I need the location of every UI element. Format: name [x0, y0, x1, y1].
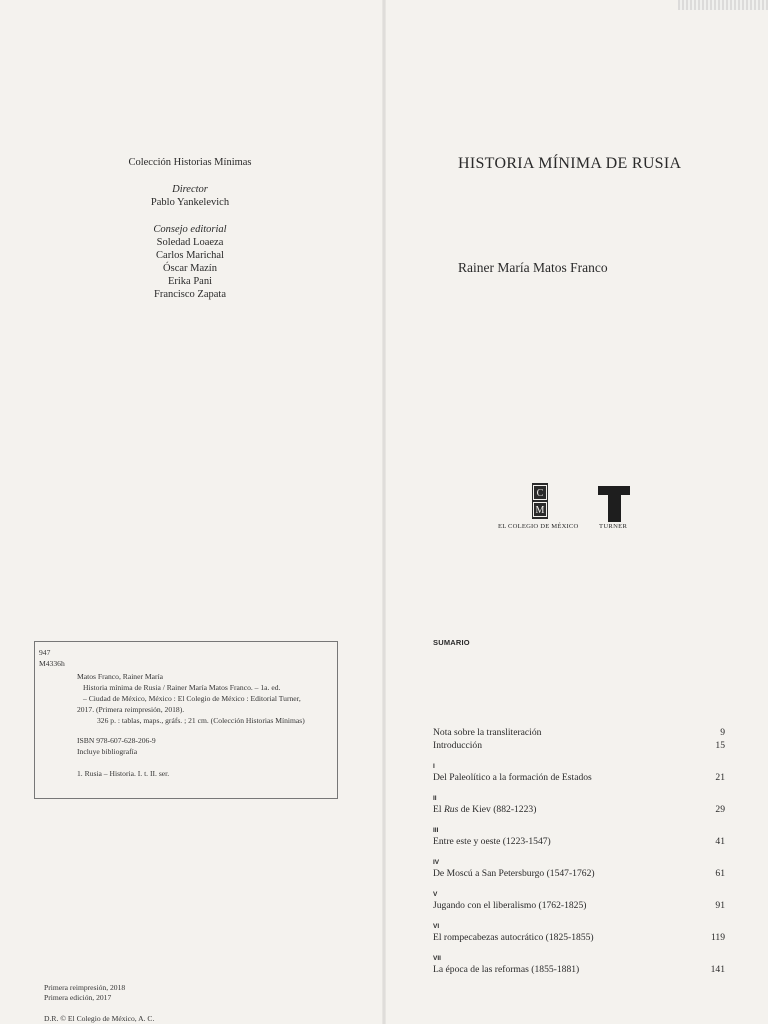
series-name: Colección Historias Mínimas [128, 157, 252, 168]
toc-chapter [433, 794, 725, 817]
catalog-card [34, 641, 338, 799]
author-entry: Matos Franco, Rainer María [77, 672, 164, 681]
chapter-numeral: IV [433, 859, 440, 866]
director-name: Pablo Yankelevich [150, 197, 230, 208]
toc-entry [433, 727, 725, 740]
toc-entry [433, 740, 725, 753]
toc-entry [433, 804, 725, 817]
chapter-numeral: VI [433, 923, 440, 930]
chapter-numeral: V [433, 891, 438, 898]
toc-page-number: 15 [715, 740, 725, 751]
toc-entry [433, 964, 725, 977]
toc-entry-title: De Moscú a San Petersburgo (1547-1762) [433, 868, 595, 879]
board-member: Carlos Marichal [156, 250, 224, 261]
imprint-line: – Ciudad de México, México : El Colegio de México : Editorial Turner, [83, 694, 301, 703]
toc-entry [433, 868, 725, 881]
chapter-numeral: VII [433, 955, 441, 962]
colmex-logo [532, 483, 548, 519]
series-credits [100, 156, 280, 301]
board-member: Erika Pani [167, 276, 213, 287]
contents-heading: SUMARIO [433, 638, 470, 647]
toc-entry [433, 900, 725, 913]
chapter-numeral: I [433, 763, 435, 770]
board-label: Consejo editorial [153, 224, 227, 235]
publisher-colmex: EL COLEGIO DE MÉXICO [498, 523, 579, 530]
description-line: 326 p. : tablas, maps., gráfs. ; 21 cm. (Colección Historias Mínimas) [97, 716, 305, 725]
logo-letter-c: C [533, 485, 547, 500]
toc-entry-title: Del Paleolítico a la formación de Estados [433, 772, 592, 783]
toc-entry-title: La época de las reformas (1855-1881) [433, 964, 580, 975]
toc-page-number: 119 [710, 932, 725, 943]
title-line: Historia mínima de Rusia / Rainer María Matos Franco. – 1a. ed. [83, 683, 281, 692]
chapter-numeral: III [433, 827, 439, 834]
toc-chapter [433, 826, 725, 849]
copyright-line [44, 1014, 154, 1023]
cutter-number: M4336h [39, 659, 65, 668]
copyright-prefix: D.R. © [44, 1014, 67, 1023]
board-member: Francisco Zapata [153, 289, 226, 300]
board-member: Óscar Mazín [163, 263, 217, 274]
turner-logo-stem [608, 494, 621, 522]
toc-page-number: 29 [715, 804, 725, 815]
toc-chapter [433, 762, 725, 785]
logo-letter-m: M [533, 502, 547, 517]
table-of-contents [433, 727, 725, 977]
copyright-holder: El Colegio de México, A. C. [67, 1014, 155, 1023]
subjects: 1. Rusia – Historia. I. t. II. ser. [77, 769, 170, 778]
date-line: 2017. (Primera reimpresión, 2018). [77, 705, 185, 714]
book-author: Rainer María Matos Franco [458, 260, 608, 275]
toc-chapter [433, 858, 725, 881]
board-member: Soledad Loaeza [156, 237, 224, 248]
edition-info [44, 983, 125, 1004]
toc-page-number: 41 [715, 836, 725, 847]
toc-entry [433, 836, 725, 849]
toc-chapter [433, 954, 725, 977]
toc-entry-title: El Rus de Kiev (882-1223) [433, 804, 537, 815]
edition-reprint: Primera reimpresión, 2018 [44, 983, 126, 992]
turner-logo [598, 486, 630, 522]
book-title: HISTORIA MÍNIMA DE RUSIA [458, 155, 682, 172]
toc-chapter [433, 922, 725, 945]
toc-chapter [433, 890, 725, 913]
publisher-turner: TURNER [599, 523, 628, 530]
toc-entry-title: El rompecabezas autocrático (1825-1855) [433, 932, 594, 943]
toc-entry [433, 932, 725, 945]
bibliography-note: Incluye bibliografía [77, 747, 138, 756]
edition-first: Primera edición, 2017 [44, 993, 112, 1003]
toc-entry-title: Introducción [433, 740, 483, 751]
isbn: ISBN 978-607-628-206-9 [77, 736, 156, 745]
director-label: Director [172, 184, 208, 195]
toc-page-number: 61 [715, 868, 725, 879]
class-number: 947 [39, 648, 51, 657]
toc-entry-title: Nota sobre la transliteración [433, 727, 542, 738]
scan-edge-mark [678, 0, 768, 10]
toc-page-number: 141 [710, 964, 725, 975]
toc-entry [433, 772, 725, 785]
toc-page-number: 9 [720, 727, 725, 738]
toc-entry-title: Jugando con el liberalismo (1762-1825) [433, 900, 587, 911]
toc-page-number: 91 [715, 900, 725, 911]
chapter-numeral: II [433, 795, 437, 802]
book-gutter [382, 0, 386, 1024]
toc-page-number: 21 [715, 772, 725, 783]
toc-entry-title: Entre este y oeste (1223-1547) [433, 836, 551, 847]
